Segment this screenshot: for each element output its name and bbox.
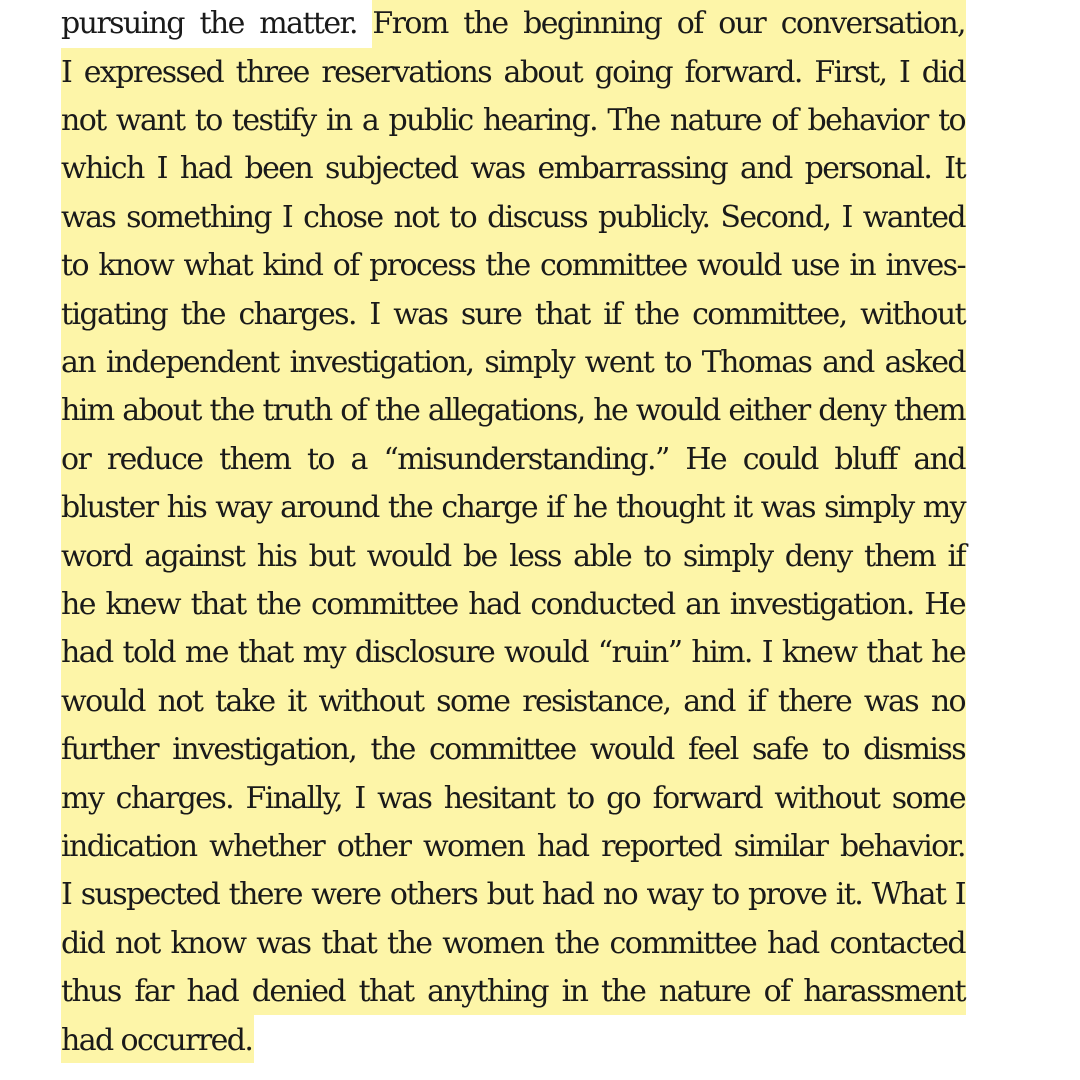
text-line	[61, 581, 965, 629]
text-line	[61, 726, 965, 774]
highlighted-text: I expressed three reservations about going forward. First, I did	[61, 55, 965, 90]
text-line	[61, 871, 965, 919]
highlighted-text: would not take it without some resistance, and if there was no	[61, 684, 965, 719]
highlighted-text: I suspected there were others but had no way to prove it. What I	[61, 877, 965, 912]
highlighted-text: my charges. Finally, I was hesitant to go forward without some	[61, 781, 965, 816]
highlighted-text: an independent investigation, simply went to Thomas and asked	[61, 345, 965, 380]
text-line	[61, 0, 965, 48]
text-line	[61, 533, 965, 581]
highlighted-text: did not know was that the women the committee had contacted	[61, 926, 965, 961]
text-line	[61, 484, 965, 532]
highlighted-text: word against his but would be less able to simply deny them if	[61, 539, 965, 574]
text-line	[61, 145, 965, 193]
highlighted-text: was something I chose not to discuss publicly. Second, I wanted	[61, 200, 965, 235]
highlighted-text: From the beginning of our conversation,	[372, 6, 965, 41]
text-line	[61, 968, 965, 1016]
text-line	[61, 1017, 965, 1065]
text-line	[61, 775, 965, 823]
text-line	[61, 436, 965, 484]
text-line	[61, 97, 965, 145]
highlighted-text: not want to testify in a public hearing. The nature of behavior to	[61, 103, 965, 138]
text-line	[61, 823, 965, 871]
highlighted-text: to know what kind of process the committee would use in inves-	[61, 248, 965, 283]
text-line	[61, 291, 965, 339]
text-line	[61, 920, 965, 968]
highlighted-text: tigating the charges. I was sure that if the committee, without	[61, 297, 965, 332]
text-line	[61, 242, 965, 290]
highlighted-text: he knew that the committee had conducted an investigation. He	[61, 587, 965, 622]
highlighted-text: which I had been subjected was embarrassing and personal. It	[61, 151, 965, 186]
highlighted-text: or reduce them to a “misunderstanding.” He could bluff and	[61, 442, 965, 477]
highlighted-text: had told me that my disclosure would “ruin” him. I knew that he	[61, 635, 965, 670]
highlighted-text: thus far had denied that anything in the nature of harassment	[61, 974, 965, 1009]
text-line	[61, 678, 965, 726]
text-line	[61, 194, 965, 242]
highlighted-text: him about the truth of the allegations, he would either deny them	[61, 393, 965, 428]
text-line	[61, 387, 965, 435]
text-line	[61, 629, 965, 677]
highlighted-text: bluster his way around the charge if he thought it was simply my	[61, 490, 965, 525]
highlighted-text: further investigation, the committee would feel safe to dismiss	[61, 732, 965, 767]
text-line	[61, 49, 965, 97]
highlighted-text: indication whether other women had reported similar behavior.	[61, 829, 965, 864]
text-line	[61, 339, 965, 387]
highlighted-text: had occurred.	[61, 1023, 253, 1058]
plain-text: pursuing the matter.	[61, 6, 373, 41]
